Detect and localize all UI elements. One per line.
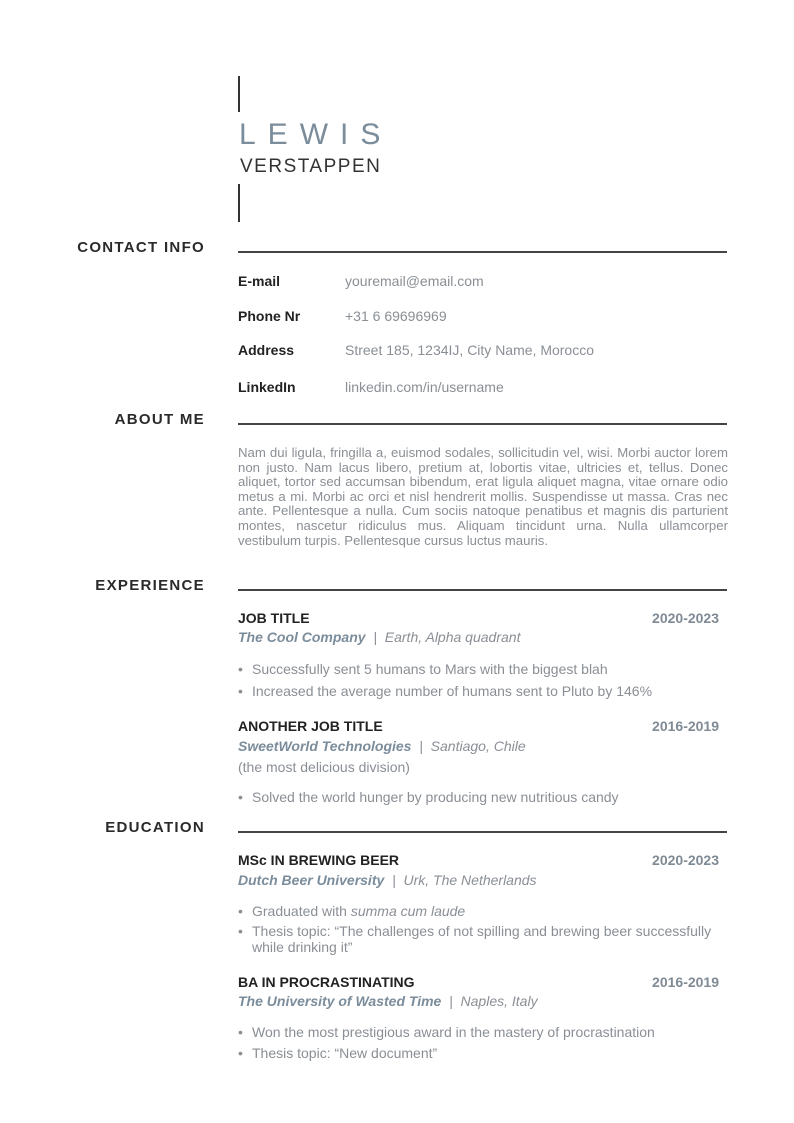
section-heading-about: ABOUT ME [114, 411, 205, 428]
contact-phone: +31 6 69696969 [345, 308, 447, 324]
bullet-text: Graduated with [252, 903, 351, 919]
school-line [238, 872, 537, 888]
last-name: VERSTAPPEN [240, 156, 382, 177]
location: Earth, Alpha quadrant [384, 629, 521, 645]
list-item [238, 1045, 733, 1061]
section-rule [238, 831, 727, 833]
degree-dates: 2020-2023 [652, 852, 719, 868]
school: Dutch Beer University [238, 872, 385, 888]
separator: | [392, 872, 396, 888]
bullet-emphasis: summa cum laude [350, 903, 466, 919]
company: The Cool Company [238, 629, 366, 645]
list-item [238, 903, 733, 919]
about-text: Nam dui ligula, fringilla a, euismod sodales, sollicitudin vel, wisi. Morbi auctor lorem non justo. Nam lacus libero, pretium at, lobortis vitae, ultricies et, tellus. Donec aliquet, tortor sed accumsan bibendum, erat ligula aliquet magna, vitae ornare odio metus a mi. Morbi ac orci et nisl hendrerit mollis. Suspendisse ut massa. Cras nec ante. Pellentesque a nulla. Cum sociis natoque penatibus et magnis dis parturient montes, nascetur ridiculus mus. Aliquam tincidunt urna. Nulla ullamcorper vestibulum turpis. Pellentesque cursus luctus mauris. [238, 445, 728, 548]
location: Santiago, Chile [430, 738, 526, 754]
contact-address: Street 185, 1234IJ, City Name, Morocco [345, 342, 594, 358]
bullet-text: Thesis topic: “The challenges of not spilling and brewing beer successfully while drinking it” [252, 923, 712, 955]
section-heading-education: EDUCATION [105, 819, 205, 836]
list-item [238, 789, 733, 805]
section-rule [238, 251, 727, 253]
job-dates: 2016-2019 [652, 718, 719, 734]
bullet-icon: • [238, 683, 243, 699]
first-name: LEWIS [239, 118, 393, 151]
list-item [238, 661, 733, 677]
section-rule [238, 423, 727, 425]
section-heading-experience: EXPERIENCE [95, 577, 205, 594]
company: SweetWorld Technologies [238, 738, 412, 754]
contact-linkedin[interactable]: linkedin.com/in/username [345, 379, 504, 395]
separator: | [373, 629, 377, 645]
degree-title: MSc IN BREWING BEER [238, 852, 400, 868]
job-org-line [238, 629, 520, 645]
bullet-icon: • [238, 1045, 243, 1061]
job-note: (the most delicious division) [238, 759, 410, 775]
bullet-icon: • [238, 789, 243, 805]
bullet-text: Solved the world hunger by producing new nutritious candy [252, 789, 619, 805]
contact-label: Address [238, 342, 295, 358]
separator: | [419, 738, 423, 754]
bullet-text: Successfully sent 5 humans to Mars with the biggest blah [252, 661, 608, 677]
header-bar-top [238, 76, 240, 112]
bullet-icon: • [238, 661, 243, 677]
school-line [238, 993, 538, 1009]
contact-email[interactable]: youremail@email.com [345, 273, 484, 289]
list-item [238, 683, 733, 699]
contact-label: LinkedIn [238, 379, 296, 395]
section-heading-contact: CONTACT INFO [77, 239, 205, 256]
degree-title: BA IN PROCRASTINATING [238, 974, 415, 990]
list-item [238, 1024, 733, 1040]
job-org-line [238, 738, 526, 754]
school: The University of Wasted Time [238, 993, 442, 1009]
bullet-text: Increased the average number of humans sent to Pluto by 146% [252, 683, 653, 699]
bullet-icon: • [238, 1024, 243, 1040]
list-item [238, 923, 733, 955]
separator: | [449, 993, 453, 1009]
job-title: JOB TITLE [238, 610, 310, 626]
section-rule [238, 589, 727, 591]
bullet-icon: • [238, 923, 243, 939]
location: Naples, Italy [460, 993, 538, 1009]
contact-label: Phone Nr [238, 308, 301, 324]
bullet-text: Won the most prestigious award in the mastery of procrastination [252, 1024, 655, 1040]
bullet-icon: • [238, 903, 243, 919]
degree-dates: 2016-2019 [652, 974, 719, 990]
contact-label: E-mail [238, 273, 281, 289]
location: Urk, The Netherlands [403, 872, 537, 888]
job-dates: 2020-2023 [652, 610, 719, 626]
job-title: ANOTHER JOB TITLE [238, 718, 383, 734]
bullet-text: Thesis topic: “New document” [252, 1045, 438, 1061]
header-bar-bottom [238, 184, 240, 222]
